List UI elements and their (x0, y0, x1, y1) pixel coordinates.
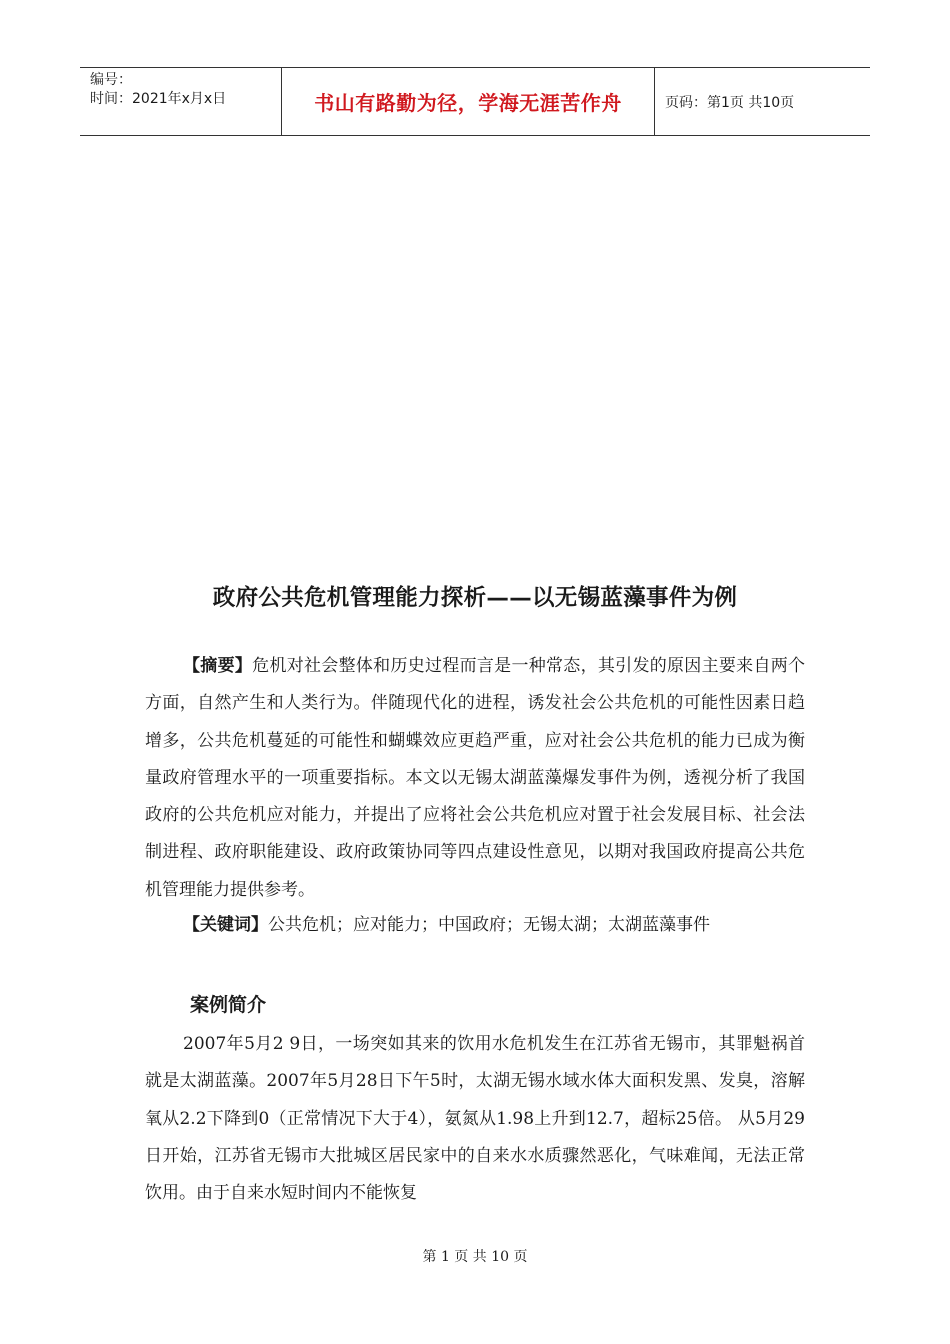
document-title: 政府公共危机管理能力探析——以无锡蓝藻事件为例 (212, 585, 738, 611)
keywords-text: 公共危机；应对能力；中国政府；无锡太湖；太湖蓝藻事件 (268, 915, 710, 935)
case-block (145, 1026, 805, 1212)
keywords-block (145, 907, 805, 944)
code-label: 编号： (90, 72, 132, 88)
time-label: 时间：2021年x月x日 (90, 91, 227, 107)
header-motto: 书山有路勤为径，学海无涯苦作舟 (282, 68, 655, 135)
keywords-paragraph (145, 907, 805, 944)
abstract-paragraph (145, 648, 805, 909)
page-footer: 第 1 页 共 10 页 (422, 1249, 528, 1265)
header-meta-cell (80, 68, 282, 135)
header-table (80, 67, 870, 136)
header-page-info: 页码：第1页 共10页 (665, 94, 795, 111)
keywords-label: 【关键词】 (183, 915, 268, 935)
case-paragraph: 2007年5月2 9日，一场突如其来的饮用水危机发生在江苏省无锡市，其罪魁祸首就是太湖蓝藻。2007年5月28日下午5时，太湖无锡水域水体大面积发黑、发臭，溶解氧从2.2下降到0（正常情况下大于4），氨氮从1.98上升到12.7，超标25倍。 从5月29日开始，江苏省无锡市大批城区居民家中的自来水水质骤然恶化，气味难闻，无法正常饮用。由于自来水短时间内不能恢复 (145, 1034, 805, 1204)
abstract-text: 危机对社会整体和历史过程而言是一种常态，其引发的原因主要来自两个方面，自然产生和人类行为。伴随现代化的进程，诱发社会公共危机的可能性因素日趋增多，公共危机蔓延的可能性和蝴蝶效应更趋严重，应对社会公共危机的能力已成为衡量政府管理水平的一项重要指标。本文以无锡太湖蓝藻爆发事件为例，透视分析了我国政府的公共危机应对能力，并提出了应将社会公共危机应对置于社会发展目标、社会法制进程、政府职能建设、政府政策协同等四点建设性意见，以期对我国政府提高公共危机管理能力提供参考。 (145, 656, 806, 900)
abstract-label: 【摘要】 (183, 656, 253, 676)
section-title-case: 案例简介 (190, 994, 267, 1016)
abstract-block (145, 648, 805, 909)
